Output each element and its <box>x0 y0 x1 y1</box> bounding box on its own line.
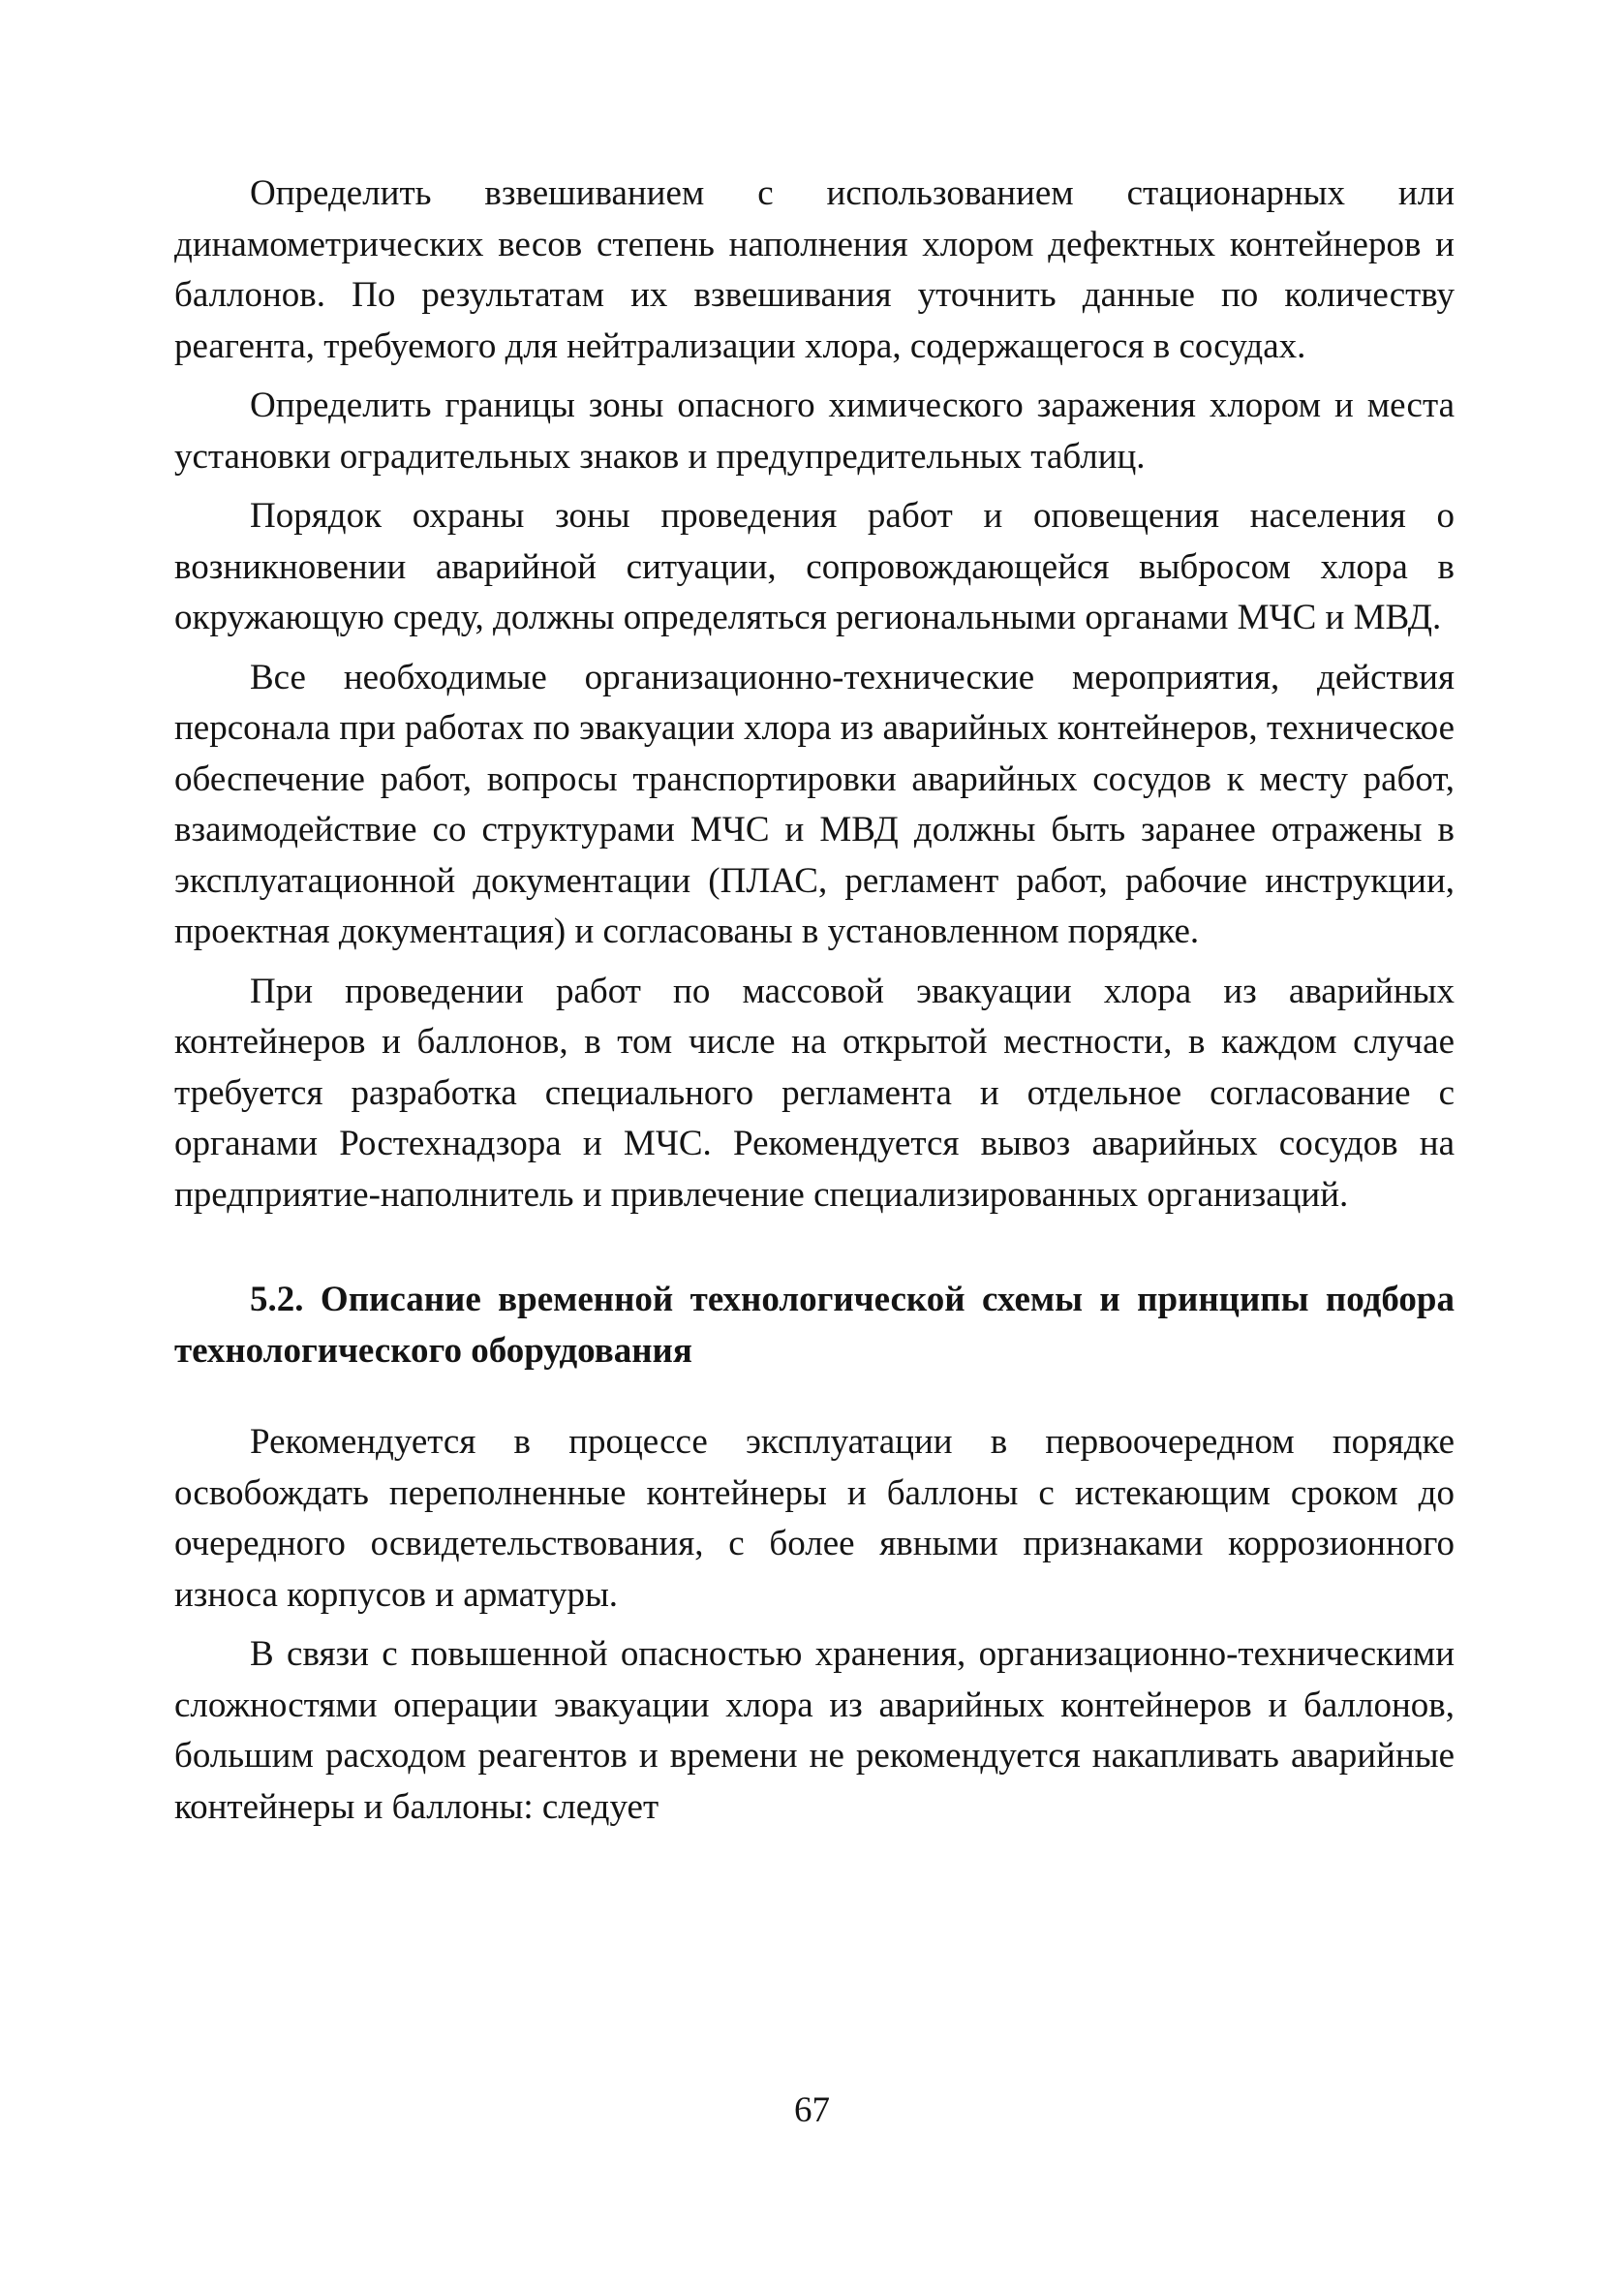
paragraph-guarding: Порядок охраны зоны проведения работ и оповещения населения о возникновении аварийной ситуации, сопровождающейся выбросом хлора в окружающую среду, должны определяться региональными органами МЧС и МВД. <box>174 496 1455 637</box>
paragraph-priority: Рекомендуется в процессе эксплуатации в первоочередном порядке освобождать переполненные контейнеры и баллоны с истекающим сроком до очередного освидетельствования, с более явными признаками коррозионного износа корпусов и арматуры. <box>174 1422 1455 1615</box>
paragraph-danger-zone: Определить границы зоны опасного химического заражения хлором и места установки оградительных знаков и предупредительных таблиц. <box>174 386 1455 477</box>
paragraph-mass-evacuation: При проведении работ по массовой эвакуации хлора из аварийных контейнеров и баллонов, в том числе на открытой местности, в каждом случае требуется разработка специального регламента и отдельное согласование с органами Ростехнадзора и МЧС. Рекомендуется вывоз аварийных сосудов на предприятие-наполнитель и привлечение специализированных организаций. <box>174 971 1455 1215</box>
page-number: 67 <box>794 2090 830 2130</box>
paragraph-measures: Все необходимые организационно-технические мероприятия, действия персонала при работах по эвакуации хлора из аварийных контейнеров, техническое обеспечение работ, вопросы транспортировки аварийных сосудов к месту работ, взаимодействие со структурами МЧС и МВД должны быть заранее отражены в эксплуатационной документации (ПЛАС, регламент работ, рабочие инструкции, проектная документация) и согласованы в установленном порядке. <box>174 657 1455 951</box>
section-heading: 5.2. Описание временной технологической схемы и принципы подбора технологического оборудования <box>174 1280 1455 1371</box>
paragraph-accumulation: В связи с повышенной опасностью хранения, организационно-техническими сложностями операции эвакуации хлора из аварийных контейнеров и баллонов, большим расходом реагентов и времени не рекомендуется накапливать аварийные контейнеры и баллоны: следует <box>174 1634 1455 1827</box>
paragraph-weighing: Определить взвешиванием с использованием стационарных или динамометрических весов степень наполнения хлором дефектных контейнеров и баллонов. По результатам их взвешивания уточнить данные по количеству реагента, требуемого для нейтрализации хлора, содержащегося в сосудах. <box>174 173 1455 366</box>
page-body <box>174 169 1455 1841</box>
